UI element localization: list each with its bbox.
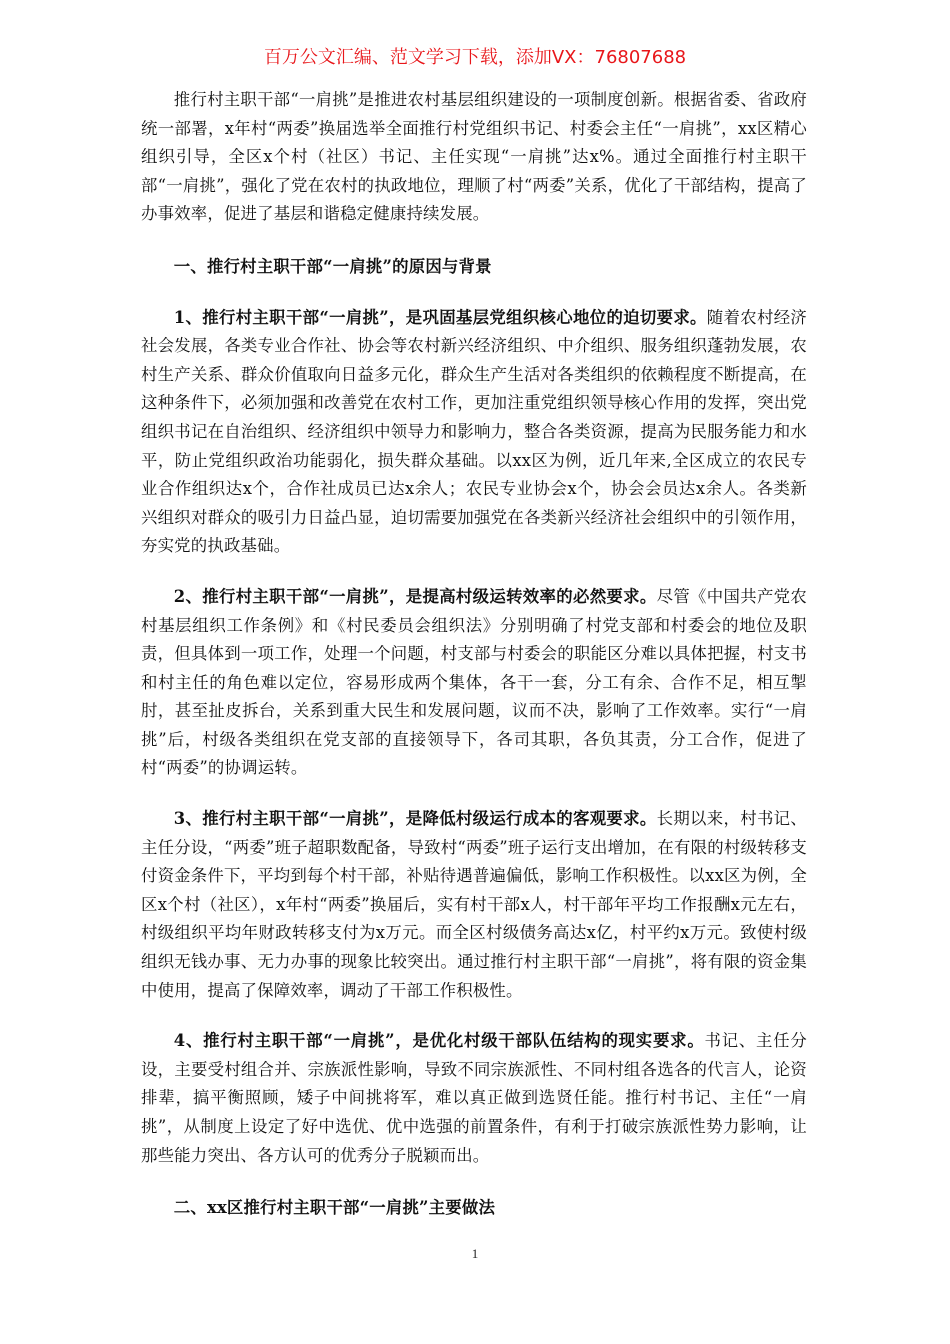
point-title-3: 3、推行村主职干部“一肩挑”，是降低村级运行成本的客观要求。 [173, 809, 657, 829]
point-paragraph-3 [141, 805, 807, 1005]
point-paragraph-2 [141, 583, 807, 783]
point-title-4: 4、推行村主职干部“一肩挑”，是优化村级干部队伍结构的现实要求。 [173, 1031, 705, 1051]
page-number: 1 [471, 1246, 479, 1261]
point-title-1: 1、推行村主职干部“一肩挑”，是巩固基层党组织核心地位的迫切要求。 [173, 307, 707, 327]
intro-paragraph: 推行村主职干部“一肩挑”是推进农村基层组织建设的一项制度创新。根据省委、省政府统一部署，x年村“两委”换届选举全面推行村党组织书记、村委会主任“一肩挑”，xx区精心组织引导，全区x个村（社区）书记、主任实现“一肩挑”达x%。通过全面推行村主职干部“一肩挑”，强化了党在农村的执政地位，理顺了村“两委”关系，优化了干部结构，提高了办事效率，促进了基层和谐稳定健康持续发展。 [141, 90, 807, 224]
point-text-1: 随着农村经济社会发展，各类专业合作社、协会等农村新兴经济组织、中介组织、服务组织蓬勃发展，农村生产关系、群众价值取向日益多元化，群众生产生活对各类组织的依赖程度不断提高，在这种条件下，必须加强和改善党在农村工作，更加注重党组织领导核心作用的发挥，突出党组织书记在自治组织、经济组织中领导力和影响力，整合各类资源，提高为民服务能力和水平，防止党组织政治功能弱化，损失群众基础。以xx区为例，近几年来,全区成立的农民专业合作组织达x个，合作社成员已达x余人；农民专业协会x个，协会会员达x余人。各类新兴组织对群众的吸引力日益凸显，迫切需要加强党在各类新兴经济社会组织中的引领作用，夯实党的执政基础。 [141, 307, 808, 556]
point-text-4: 书记、主任分设，主要受村组合并、宗族派性影响，导致不同宗族派性、不同村组各选各的代言人，论资排辈，搞平衡照顾，矮子中间挑将军，难以真正做到选贤任能。推行村书记、主任“一肩挑”，从制度上设定了好中选优、优中选强的前置条件，有利于打破宗族派性势力影响，让那些能力突出、各方认可的优秀分子脱颖而出。 [141, 1031, 807, 1165]
section-heading-1: 一、推行村主职干部“一肩挑”的原因与背景 [173, 256, 492, 276]
header-banner: 百万公文汇编、范文学习下载，添加VX：76807688 [263, 47, 687, 68]
document-body [141, 86, 807, 1223]
point-paragraph-4 [141, 1027, 807, 1170]
point-paragraph-1 [141, 304, 807, 561]
point-text-2: 尽管《中国共产党农村基层组织工作条例》和《村民委员会组织法》分别明确了村党支部和村委会的地位及职责，但具体到一项工作，处理一个问题，村支部与村委会的职能区分难以具体把握，村支书和村主任的角色难以定位，容易形成两个集体，各干一套，分工有余、合作不足，相互掣肘，甚至扯皮拆台，关系到重大民生和发展问题，议而不决，影响了工作效率。实行“一肩挑”后，村级各类组织在党支部的直接领导下，各司其职，各负其责，分工合作，促进了村“两委”的协调运转。 [141, 586, 807, 778]
section-heading-2: 二、xx区推行村主职干部“一肩挑”主要做法 [173, 1198, 496, 1218]
point-title-2: 2、推行村主职干部“一肩挑”，是提高村级运转效率的必然要求。 [173, 586, 657, 606]
point-text-3: 长期以来，村书记、主任分设，“两委”班子超职数配备，导致村“两委”班子运行支出增加，在有限的村级转移支付资金条件下，平均到每个村干部，补贴待遇普遍偏低，影响工作积极性。以xx区为例，全区x个村（社区），x年村“两委”换届后，实有村干部x人，村干部年平均工作报酬x元左右，村级组织平均年财政转移支付为x万元。而全区村级债务高达x亿，村平约x万元。致使村级组织无钱办事、无力办事的现象比较突出。通过推行村主职干部“一肩挑”，将有限的资金集中使用，提高了保障效率，调动了干部工作积极性。 [141, 809, 807, 1000]
